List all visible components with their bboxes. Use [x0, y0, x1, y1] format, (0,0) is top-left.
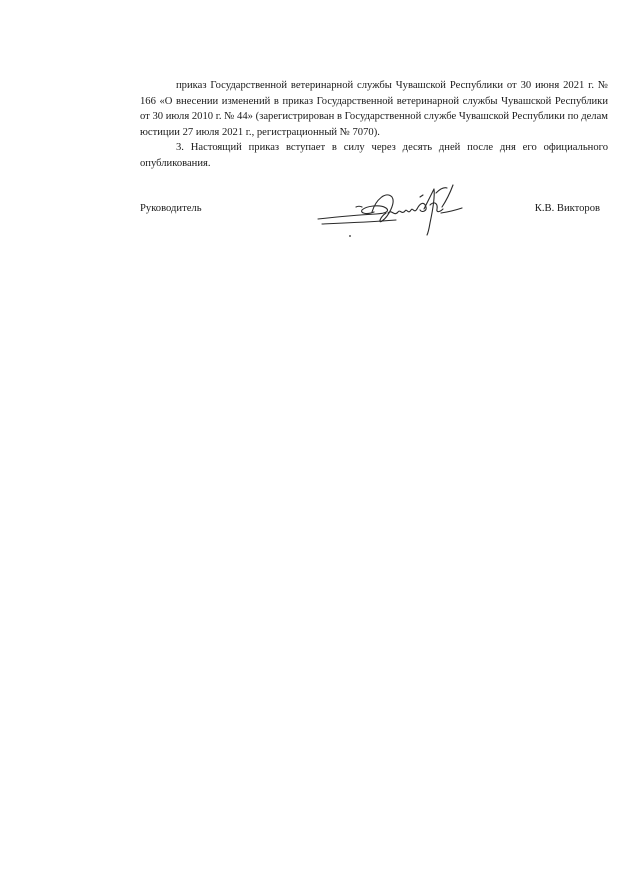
paragraph-order-reference: приказ Государственной ветеринарной службы Чувашской Республики от 30 июня 2021 г. № 166 «О внесении изменений в приказ Государственной ветеринарной службы Чувашской Республики от 30 июля 2010 г. № 44» (зарегистрирован в Государственной службе Чувашской Республики по делам юстиции 27 июля 2021 г., регистрационный № 7070).	[140, 80, 608, 138]
signature-block	[140, 203, 600, 233]
handwritten-signature	[316, 179, 466, 241]
signatory-role: Руководитель	[140, 203, 202, 214]
paragraph-effective-date: 3. Настоящий приказ вступает в силу через десять дней после дня его официального опубликования.	[140, 142, 608, 169]
signatory-name: К.В. Викторов	[534, 203, 600, 214]
document-body	[140, 78, 608, 172]
